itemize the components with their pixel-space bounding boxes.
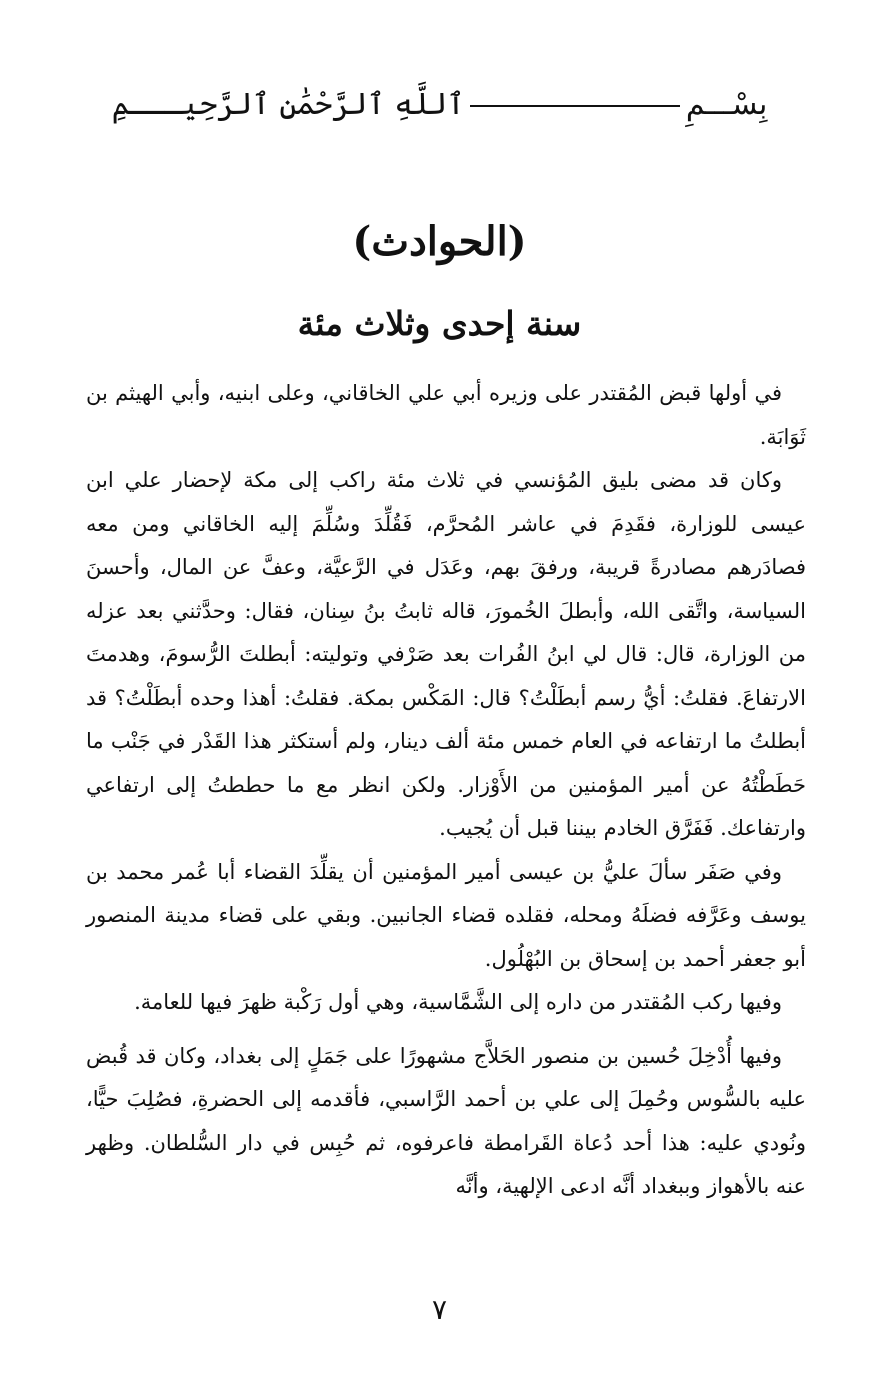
body-text (86, 372, 806, 1209)
page-number: ٧ (431, 1293, 448, 1326)
basmala-end: ٱللَّهِ ٱلرَّحْمَٰنِ ٱلرَّحِيـــمِ (111, 87, 465, 122)
basmala-header (0, 80, 879, 130)
paragraph: في أولها قبض المُقتدر على وزيره أبي علي الخاقاني، وعلى ابنيه، وأبي الهيثم بن ثَوَابَة. (86, 381, 806, 449)
paragraph: وفيها ركب المُقتدر من داره إلى الشَّمَّاسية، وهي أول رَكْبة ظهرَ فيها للعامة. (134, 990, 782, 1014)
basmala-start: بِسْـــمِ (685, 87, 768, 122)
paragraph: وكان قد مضى بليق المُؤنسي في ثلاث مئة راكب إلى مكة لإحضار علي ابن عيسى للوزارة، فقَدِمَ في عاشر المُحرَّم، فَقُلِّدَ وسُلِّمَ إليه الخاقاني ومن معه فصادَرهم مصادرةً قريبة، ورفقَ بهم، وعَدَل في الرَّعيَّة، وعفَّ عن المال، وأحسنَ السياسة، واتَّقى الله، وأبطلَ الخُمورَ، قاله ثابتُ بنُ سِنان، فقال: وحدَّثني بعد عزله من الوزارة، قال: قال لي ابنُ الفُرات بعد صَرْفي وتوليته: أبطلتَ الرُّسومَ، وهدمتَ الارتفاعَ. فقلتُ: أيُّ رسم أبطَلْتُ؟ قال: المَكْس بمكة. فقلتُ: أهذا وحده أبطَلْتُ؟ قد أبطلتُ ما ارتفاعه في العام خمس مئة ألف دينار، ولم أستكثر هذا القَدْر في جَنْب ما حَطَطْتُهُ عن أمير المؤمنين من الأَوْزار. ولكن انظر مع ما حططتُ إلى ارتفاعي وارتفاعك. فَفَرَّق الخادم بيننا قبل أن يُجيب. (86, 468, 806, 840)
chapter-title: (الحوادث) (352, 218, 527, 265)
basmala-stroke (470, 105, 680, 107)
paragraph: وفيها أُدْخِلَ حُسين بن منصور الحَلاَّج مشهورًا على جَمَلٍ إلى بغداد، وكان قد قُبض عليه بالسُّوس وحُمِلَ إلى علي بن أحمد الرَّاسبي، فأقدمه إلى الحضرةِ، فصُلِبَ حيًّا، ونُودي عليه: هذا أحد دُعاة القَرامطة فاعرفوه، ثم حُبِس في دار السُّلطان. وظهر عنه بالأهواز وببغداد أنَّه ادعى الإلهية، وأنَّه (86, 1043, 806, 1198)
section-title: سنة إحدى وثلاث مئة (297, 304, 582, 343)
paragraph: وفي صَفَر سألَ عليُّ بن عيسى أمير المؤمنين أن يقلِّدَ القضاء أبا عُمر محمد بن يوسف وعَرَّفه فضلَهُ ومحله، فقلده قضاء الجانبين. وبقي على قضاء مدينة المنصور أبو جعفر أحمد بن إسحاق بن البُهْلُول. (86, 859, 806, 971)
